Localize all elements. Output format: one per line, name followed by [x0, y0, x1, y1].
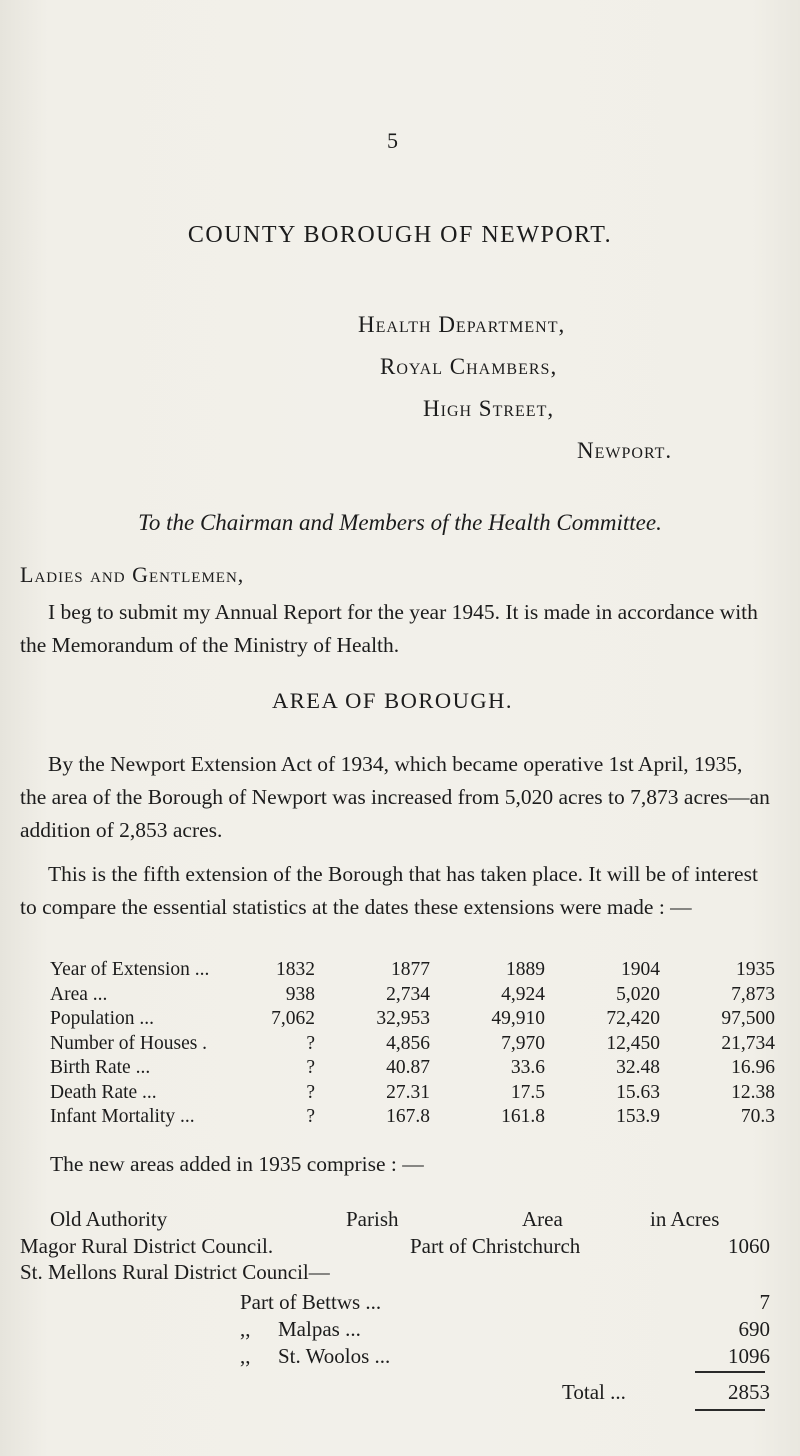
table-row	[50, 1007, 775, 1032]
table-cell: ?	[306, 1032, 315, 1054]
table-cell: 2,734	[386, 983, 430, 1005]
authority-magor: Magor Rural District Council.	[20, 1234, 274, 1258]
row-label: Infant Mortality ...	[50, 1106, 195, 1127]
acres-christchurch: 1060	[728, 1234, 770, 1258]
table-cell: 7,062	[271, 1008, 315, 1029]
table-cell: 7,873	[731, 983, 775, 1005]
row-label: Number of Houses .	[50, 1032, 208, 1054]
table-cell: 1935	[736, 959, 775, 980]
table-cell: 32,953	[376, 1008, 430, 1029]
acres-malpas: 690	[738, 1317, 770, 1341]
address-line-2: Royal Chambers,	[380, 354, 558, 379]
new-areas-intro: The new areas added in 1935 comprise : —	[50, 1152, 424, 1176]
acres-st-woolos: 1096	[728, 1344, 770, 1368]
total-value: 2853	[728, 1380, 770, 1404]
table-cell: 27.31	[386, 1081, 430, 1103]
row-label: Area ...	[50, 983, 108, 1005]
parish-malpas: Malpas ...	[278, 1317, 361, 1341]
address-line-4: Newport.	[577, 438, 673, 463]
table-row	[50, 1105, 775, 1130]
header-area: Area	[522, 1207, 563, 1231]
table-row	[50, 983, 775, 1008]
table-cell: ?	[306, 1081, 315, 1103]
ditto-mark: ,,	[240, 1317, 251, 1341]
table-cell: 21,734	[721, 1032, 775, 1054]
table-cell: ?	[306, 1057, 315, 1078]
addressee: To the Chairman and Members of the Health Committee.	[138, 510, 662, 535]
area-paragraph: By the Newport Extension Act of 1934, which became operative 1st April, 1935, the area of the Borough of Newport was increased from 5,020 acres to 7,873 acres—an addition of 2,853 acres.	[20, 752, 770, 842]
row-label: Population ...	[50, 1008, 155, 1029]
section-title: AREA OF BOROUGH.	[272, 688, 513, 713]
table-cell: 17.5	[510, 1081, 545, 1103]
ditto-mark: ,,	[240, 1344, 251, 1368]
table-cell: 72,420	[606, 1008, 660, 1029]
extension-paragraph: This is the fifth extension of the Borough that has taken place. It will be of interest to compare the essential statistics at the dates these extensions were made : —	[20, 862, 758, 919]
table-cell: 15.63	[616, 1081, 660, 1103]
page-number: 5	[387, 128, 398, 153]
table-cell: 153.9	[616, 1106, 660, 1127]
table-row	[50, 1056, 775, 1081]
header-parish: Parish	[346, 1207, 399, 1231]
total-label: Total ...	[562, 1380, 626, 1404]
salutation: Ladies and Gentlemen,	[20, 562, 245, 587]
table-cell: 1877	[391, 959, 430, 980]
table-cell: 1832	[276, 959, 315, 980]
address-line-1: Health Department,	[358, 312, 566, 337]
table-row	[50, 1032, 775, 1057]
parish-bettws: Part of Bettws ...	[240, 1290, 382, 1314]
header-in-acres: in Acres	[650, 1207, 720, 1231]
table-cell: 7,970	[501, 1032, 545, 1054]
row-label: Death Rate ...	[50, 1081, 157, 1103]
table-cell: 1904	[621, 959, 660, 980]
table-cell: 49,910	[491, 1008, 545, 1029]
table-cell: 1889	[506, 959, 545, 980]
extensions-table	[50, 958, 775, 1130]
address-line-3: High Street,	[423, 396, 555, 421]
table-cell: 4,856	[386, 1032, 430, 1054]
table-cell: 12,450	[606, 1032, 660, 1054]
intro-paragraph: I beg to submit my Annual Report for the year 1945. It is made in accordance with the Memorandum of the Ministry of Health.	[20, 600, 758, 657]
table-cell: 97,500	[721, 1008, 775, 1029]
table-cell: 70.3	[740, 1106, 775, 1127]
header-old-authority: Old Authority	[50, 1207, 168, 1231]
acres-bettws: 7	[759, 1290, 770, 1314]
sum-rule-bottom	[695, 1409, 765, 1411]
row-label: Year of Extension ...	[50, 959, 210, 980]
table-row	[50, 1081, 775, 1106]
table-cell: 33.6	[510, 1057, 545, 1078]
table-cell: ?	[306, 1106, 315, 1127]
table-cell: 32.48	[616, 1057, 660, 1078]
table-cell: 161.8	[501, 1106, 545, 1127]
table-row	[50, 958, 775, 983]
table-cell: 40.87	[386, 1057, 430, 1078]
row-label: Birth Rate ...	[50, 1057, 151, 1078]
parish-st-woolos: St. Woolos ...	[278, 1344, 391, 1368]
sum-rule-top	[695, 1371, 765, 1373]
table-cell: 16.96	[731, 1057, 775, 1078]
document-title: COUNTY BOROUGH OF NEWPORT.	[187, 222, 613, 248]
authority-st-mellons: St. Mellons Rural District Council—	[20, 1260, 330, 1284]
table-cell: 5,020	[616, 983, 660, 1005]
parish-christchurch: Part of Christchurch	[410, 1234, 581, 1258]
table-cell: 938	[285, 983, 315, 1005]
table-cell: 12.38	[731, 1081, 775, 1103]
table-cell: 4,924	[501, 983, 545, 1005]
table-cell: 167.8	[386, 1106, 430, 1127]
